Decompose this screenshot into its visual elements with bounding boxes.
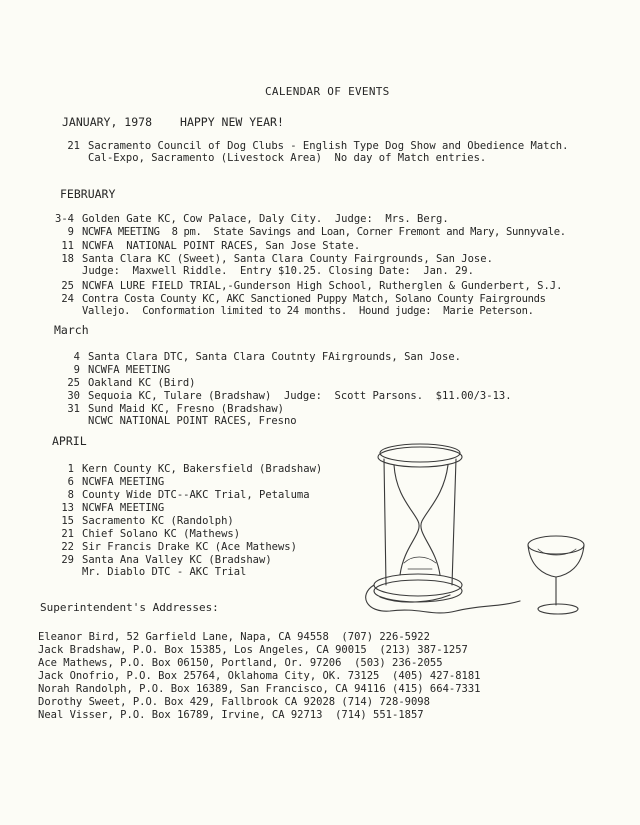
event-item: [46, 528, 240, 540]
january-heading: JANUARY, 1978: [62, 115, 153, 129]
event-item: [52, 390, 512, 402]
event-date: 25: [67, 377, 80, 389]
event-item: [46, 280, 562, 292]
event-text: Sund Maid KC, Fresno (Bradshaw) NCWC NATIONAL POINT RACES, Fresno: [88, 403, 297, 428]
event-item: [46, 489, 310, 501]
event-text: County Wide DTC--AKC Trial, Petaluma: [82, 489, 310, 501]
event-text: Contra Costa County KC, AKC Sanctioned Puppy Match, Solano County Fairgrounds Vallejo. Conformation limited to 24 months. Hound judge: Marie Peterson.: [82, 293, 546, 318]
event-item: [52, 364, 170, 376]
event-text: Santa Ana Valley KC (Bradshaw) Mr. Diablo DTC - AKC Trial: [82, 554, 272, 579]
event-item: [52, 140, 568, 164]
event-date: 6: [67, 476, 74, 488]
event-item: [46, 253, 493, 277]
event-item: [46, 213, 449, 225]
event-date: 21: [61, 528, 74, 540]
april-heading: APRIL: [52, 434, 87, 448]
event-date: 15: [61, 515, 74, 527]
event-text: Chief Solano KC (Mathews): [82, 528, 241, 540]
february-heading: FEBRUARY: [60, 187, 116, 201]
event-item: [46, 293, 546, 317]
event-date: 11: [61, 240, 74, 252]
event-date: 3-4: [55, 213, 74, 225]
address-line: Jack Bradshaw, P.O. Box 15385, Los Angeles, CA 90015 (213) 387-1257: [38, 644, 468, 656]
event-date: 8: [67, 489, 74, 501]
event-text: NCWFA LURE FIELD TRIAL,-Gunderson High School, Rutherglen & Gunderbert, S.J.: [82, 280, 563, 292]
page-title: CALENDAR OF EVENTS: [265, 85, 390, 98]
event-date: 22: [61, 541, 74, 553]
event-date: 18: [61, 253, 74, 265]
event-text: Sacramento KC (Randolph): [82, 515, 234, 527]
event-date: 1: [67, 463, 74, 475]
event-date: 24: [61, 293, 74, 305]
event-item: [46, 554, 272, 578]
event-text: Sir Francis Drake KC (Ace Mathews): [82, 541, 297, 553]
event-item: [52, 377, 195, 389]
address-line: Ace Mathews, P.O. Box 06150, Portland, Or. 97206 (503) 236-2055: [38, 657, 443, 669]
event-item: [46, 515, 234, 527]
event-text: Sequoia KC, Tulare (Bradshaw) Judge: Scott Parsons. $11.00/3-13.: [88, 390, 512, 402]
event-text: Santa Clara DTC, Santa Clara Coutnty FAirgrounds, San Jose.: [88, 351, 461, 363]
superintendents-heading: Superintendent's Addresses:: [40, 601, 219, 614]
event-date: 30: [67, 390, 80, 402]
event-date: 29: [61, 554, 74, 566]
event-text: NCWFA NATIONAL POINT RACES, San Jose State.: [82, 240, 361, 252]
event-date: 13: [61, 502, 74, 514]
event-date: 25: [61, 280, 74, 292]
event-text: Kern County KC, Bakersfield (Bradshaw): [82, 463, 323, 475]
event-item: [46, 502, 164, 514]
event-text: Santa Clara KC (Sweet), Santa Clara County Fairgrounds, San Jose. Judge: Maxwell Riddle. Entry $10.25. Closing Date: Jan. 29.: [82, 253, 493, 278]
event-text: NCWFA MEETING: [82, 502, 165, 514]
address-line: Dorothy Sweet, P.O. Box 429, Fallbrook CA 92028 (714) 728-9098: [38, 696, 430, 708]
event-date: 21: [67, 140, 80, 152]
event-date: 4: [73, 351, 80, 363]
march-heading: March: [54, 323, 89, 337]
address-line: Jack Onofrio, P.O. Box 25764, Oklahoma City, OK. 73125 (405) 427-8181: [38, 670, 481, 682]
event-text: NCWFA MEETING: [88, 364, 171, 376]
event-item: [52, 351, 461, 363]
event-date: 31: [67, 403, 80, 415]
event-text: NCWFA MEETING 8 pm. State Savings and Loan, Corner Fremont and Mary, Sunnyvale.: [82, 226, 566, 238]
event-text: NCWFA MEETING: [82, 476, 165, 488]
event-text: Sacramento Council of Dog Clubs - English Type Dog Show and Obedience Match. Cal-Expo, Sacramento (Livestock Area) No day of Match entries.: [88, 140, 569, 165]
address-line: Norah Randolph, P.O. Box 16389, San Francisco, CA 94116 (415) 664-7331: [38, 683, 481, 695]
new-year-greeting: HAPPY NEW YEAR!: [180, 115, 284, 129]
event-date: 9: [67, 226, 74, 238]
event-text: Golden Gate KC, Cow Palace, Daly City. Judge: Mrs. Berg.: [82, 213, 449, 225]
hourglass-illustration: [360, 435, 610, 625]
event-date: 9: [73, 364, 80, 376]
event-item: [46, 226, 566, 238]
event-item: [46, 541, 297, 553]
address-line: Eleanor Bird, 52 Garfield Lane, Napa, CA 94558 (707) 226-5922: [38, 631, 430, 643]
event-item: [46, 476, 164, 488]
address-line: Neal Visser, P.O. Box 16789, Irvine, CA 92713 (714) 551-1857: [38, 709, 424, 721]
event-item: [46, 463, 322, 475]
event-item: [46, 240, 360, 252]
event-item: [52, 403, 297, 427]
january-heading-row: [62, 116, 284, 129]
event-text: Oakland KC (Bird): [88, 377, 196, 389]
